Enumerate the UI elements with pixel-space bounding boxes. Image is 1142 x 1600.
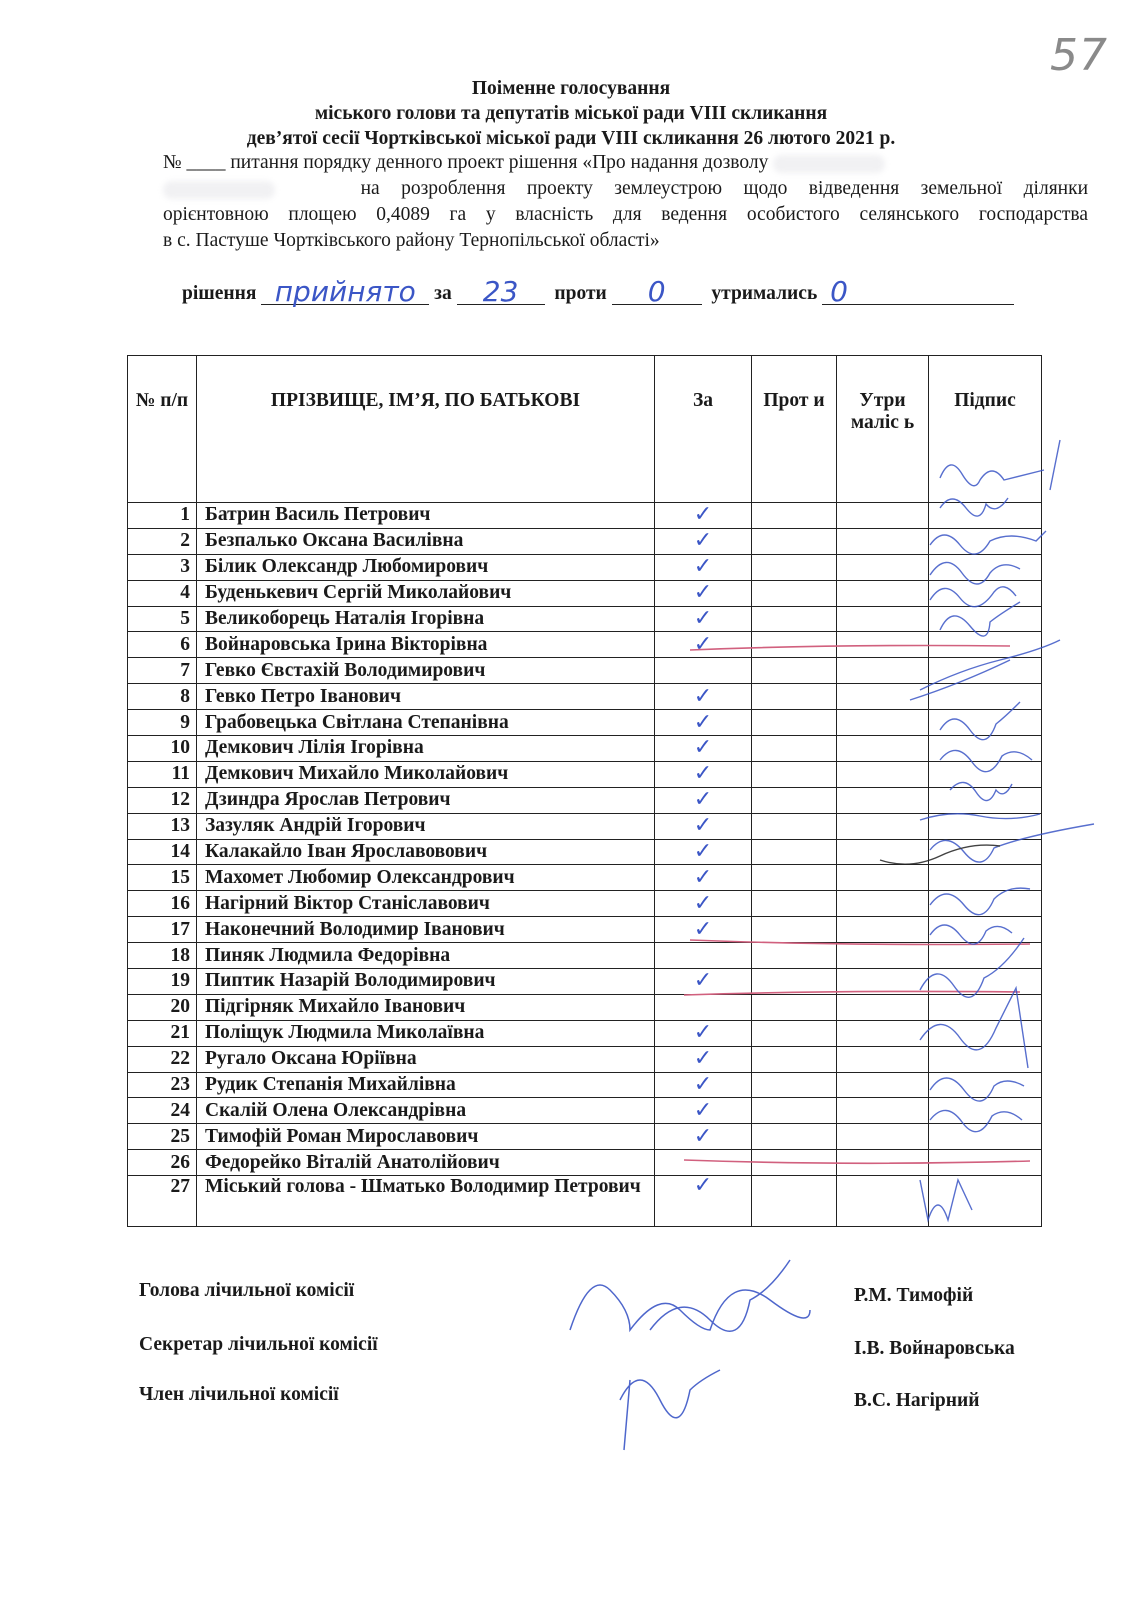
title-line-1: Поіменне голосування [471, 78, 671, 99]
against-label: проти [554, 283, 607, 304]
vote-against-cell [752, 813, 837, 839]
col-for: За [655, 356, 752, 503]
vote-for-cell: ✓ [655, 969, 752, 995]
member-label: Член лічильної комісії [139, 1384, 339, 1405]
vote-for-cell: ✓ [655, 684, 752, 710]
for-field [457, 275, 545, 308]
row-number: 6 [128, 632, 197, 658]
deputy-name: Підгірняк Михайло Іванович [197, 994, 655, 1020]
signature-cell [929, 1176, 1042, 1227]
deputy-name: Наконечний Володимир Іванович [197, 917, 655, 943]
vote-abstained-cell [837, 917, 929, 943]
deputy-name: Батрин Василь Петрович [197, 503, 655, 529]
vote-table [127, 355, 1042, 1227]
vote-for-cell [655, 658, 752, 684]
signature-cell [929, 606, 1042, 632]
row-number: 18 [128, 943, 197, 969]
vote-against-cell [752, 606, 837, 632]
deputy-name: Поліщук Людмила Миколаївна [197, 1020, 655, 1046]
deputy-name: Ругало Оксана Юріївна [197, 1046, 655, 1072]
deputy-name: Федорейко Віталій Анатолійович [197, 1150, 655, 1176]
signature-cell [929, 554, 1042, 580]
vote-against-cell [752, 528, 837, 554]
vote-against-cell [752, 865, 837, 891]
row-number: 12 [128, 787, 197, 813]
row-number: 27 [128, 1176, 197, 1227]
row-number: 8 [128, 684, 197, 710]
vote-against-cell [752, 1176, 837, 1227]
table-row [128, 503, 1042, 529]
col-against: Прот и [752, 356, 837, 503]
vote-abstained-cell [837, 1020, 929, 1046]
decision-label: рішення [182, 283, 257, 304]
deputy-name: Пиптик Назарій Володимирович [197, 969, 655, 995]
signature-cell [929, 813, 1042, 839]
vote-against-cell [752, 891, 837, 917]
against-field [612, 275, 702, 308]
vote-abstained-cell [837, 658, 929, 684]
signature-cell [929, 503, 1042, 529]
row-number: 19 [128, 969, 197, 995]
redacted-name [163, 181, 275, 199]
vote-abstained-cell [837, 1124, 929, 1150]
deputy-name: Демкович Михайло Миколайович [197, 761, 655, 787]
signature-cell [929, 736, 1042, 762]
deputy-name: Зазуляк Андрій Ігорович [197, 813, 655, 839]
vote-for-cell: ✓ [655, 761, 752, 787]
signature-cell [929, 632, 1042, 658]
row-number: 20 [128, 994, 197, 1020]
deputy-name: Безпалько Оксана Василівна [197, 528, 655, 554]
vote-for-cell: ✓ [655, 736, 752, 762]
vote-abstained-cell [837, 632, 929, 658]
row-number: 3 [128, 554, 197, 580]
deputy-name: Махомет Любомир Олександрович [197, 865, 655, 891]
vote-abstained-cell [837, 787, 929, 813]
row-number: 11 [128, 761, 197, 787]
vote-abstained-cell [837, 943, 929, 969]
commission-signatures [570, 1260, 810, 1450]
vote-against-cell [752, 994, 837, 1020]
table-row [128, 684, 1042, 710]
vote-against-cell [752, 736, 837, 762]
table-row [128, 736, 1042, 762]
vote-for-cell: ✓ [655, 528, 752, 554]
secretary-signature [650, 1260, 790, 1331]
vote-for-cell [655, 1150, 752, 1176]
deputy-name: Скалій Олена Олександрівна [197, 1098, 655, 1124]
vote-against-cell [752, 1020, 837, 1046]
signature-cell [929, 1098, 1042, 1124]
table-row [128, 528, 1042, 554]
vote-abstained-cell [837, 1072, 929, 1098]
row-number: 15 [128, 865, 197, 891]
page-number: 57 [1050, 30, 1108, 81]
vote-abstained-cell [837, 865, 929, 891]
for-label: за [434, 283, 452, 304]
vote-against-cell [752, 503, 837, 529]
vote-for-cell: ✓ [655, 710, 752, 736]
member-name: В.С. Нагірний [854, 1390, 980, 1411]
vote-abstained-cell [837, 994, 929, 1020]
row-number: 2 [128, 528, 197, 554]
title-line-2: міського голови та депутатів міської ради VIII скликання [314, 103, 828, 124]
question-line-3: орієнтовною площею 0,4089 га у власність для ведення особистого селянського господарства [163, 204, 1088, 225]
row-number: 13 [128, 813, 197, 839]
vote-against-cell [752, 1098, 837, 1124]
table-row [128, 1046, 1042, 1072]
vote-against-cell [752, 1072, 837, 1098]
table-row [128, 580, 1042, 606]
row-number: 10 [128, 736, 197, 762]
vote-against-cell [752, 1046, 837, 1072]
signature-cell [929, 1150, 1042, 1176]
question-line-4: в с. Пастуше Чортківського району Тернопільської області» [163, 230, 660, 251]
vote-abstained-cell [837, 684, 929, 710]
table-row [128, 787, 1042, 813]
deputy-name: Пиняк Людмила Федорівна [197, 943, 655, 969]
vote-for-cell: ✓ [655, 1020, 752, 1046]
signature-cell [929, 684, 1042, 710]
table-row [128, 1176, 1042, 1227]
vote-for-cell: ✓ [655, 1124, 752, 1150]
signature-cell [929, 917, 1042, 943]
table-row [128, 606, 1042, 632]
abstained-field [822, 275, 1014, 308]
table-row [128, 865, 1042, 891]
vote-abstained-cell [837, 710, 929, 736]
vote-for-cell: ✓ [655, 554, 752, 580]
chair-label: Голова лічильної комісії [139, 1280, 355, 1301]
signature-cell [929, 658, 1042, 684]
table-row [128, 943, 1042, 969]
table-header [128, 356, 1042, 503]
signature-cell [929, 1072, 1042, 1098]
vote-against-cell [752, 839, 837, 865]
vote-for-cell [655, 994, 752, 1020]
vote-abstained-cell [837, 761, 929, 787]
vote-abstained-cell [837, 1150, 929, 1176]
table-row [128, 632, 1042, 658]
vote-for-cell: ✓ [655, 1072, 752, 1098]
vote-against-cell [752, 761, 837, 787]
vote-for-cell: ✓ [655, 865, 752, 891]
vote-against-cell [752, 787, 837, 813]
decision-field [261, 275, 429, 308]
table-row [128, 1098, 1042, 1124]
vote-abstained-cell [837, 554, 929, 580]
deputy-name: Рудик Степанія Михайлівна [197, 1072, 655, 1098]
row-number: 5 [128, 606, 197, 632]
abstained-label: утримались [711, 283, 818, 304]
table-row [128, 710, 1042, 736]
vote-abstained-cell [837, 891, 929, 917]
vote-for-cell: ✓ [655, 891, 752, 917]
row-number: 9 [128, 710, 197, 736]
table-row [128, 1124, 1042, 1150]
signature-cell [929, 1046, 1042, 1072]
vote-abstained-cell [837, 606, 929, 632]
signature-cell [929, 787, 1042, 813]
row-number: 26 [128, 1150, 197, 1176]
question-line-2: на розроблення проекту землеустрою щодо відведення земельної ділянки [163, 176, 1088, 202]
signature-cell [929, 994, 1042, 1020]
abstained-value: 0 [830, 275, 848, 308]
title-line-3: дев’ятої сесії Чортківської міської ради VIII скликання 26 лютого 2021 р. [246, 128, 896, 149]
col-num: № п/п [128, 356, 197, 503]
deputy-name: Великоборець Наталія Ігорівна [197, 606, 655, 632]
vote-abstained-cell [837, 1176, 929, 1227]
row-number: 25 [128, 1124, 197, 1150]
decision-value: прийнято [274, 275, 416, 308]
vote-for-cell: ✓ [655, 503, 752, 529]
signature-cell [929, 710, 1042, 736]
row-number: 24 [128, 1098, 197, 1124]
deputy-name: Грабовецька Світлана Степанівна [197, 710, 655, 736]
question-line-1: № ____ питання порядку денного проект рішення «Про надання дозволу [163, 150, 1088, 176]
row-number: 14 [128, 839, 197, 865]
vote-abstained-cell [837, 969, 929, 995]
vote-abstained-cell [837, 1098, 929, 1124]
vote-against-cell [752, 969, 837, 995]
vote-against-cell [752, 580, 837, 606]
signature-cell [929, 580, 1042, 606]
deputy-name: Калакайло Іван Ярославовович [197, 839, 655, 865]
redacted-name [773, 155, 885, 173]
table-row [128, 969, 1042, 995]
table-row [128, 891, 1042, 917]
signature-cell [929, 839, 1042, 865]
vote-against-cell [752, 710, 837, 736]
vote-for-cell [655, 943, 752, 969]
vote-against-cell [752, 1150, 837, 1176]
vote-abstained-cell [837, 736, 929, 762]
vote-for-cell: ✓ [655, 813, 752, 839]
row-number: 7 [128, 658, 197, 684]
row-number: 21 [128, 1020, 197, 1046]
vote-against-cell [752, 658, 837, 684]
table-row [128, 1020, 1042, 1046]
table-row [128, 917, 1042, 943]
signature-cell [929, 891, 1042, 917]
against-value: 0 [647, 275, 666, 308]
secretary-label: Секретар лічильної комісії [139, 1334, 378, 1355]
signature-cell [929, 761, 1042, 787]
deputy-name: Гевко Петро Іванович [197, 684, 655, 710]
deputy-name: Дзиндра Ярослав Петрович [197, 787, 655, 813]
vote-for-cell: ✓ [655, 1046, 752, 1072]
col-name: ПРІЗВИЩЕ, ІМ’Я, ПО БАТЬКОВІ [197, 356, 655, 503]
signature-cell [929, 943, 1042, 969]
vote-against-cell [752, 943, 837, 969]
vote-abstained-cell [837, 528, 929, 554]
table-row [128, 761, 1042, 787]
row-number: 1 [128, 503, 197, 529]
signature-cell [929, 865, 1042, 891]
vote-for-cell: ✓ [655, 839, 752, 865]
signature-cell [929, 969, 1042, 995]
vote-for-cell: ✓ [655, 606, 752, 632]
vote-against-cell [752, 917, 837, 943]
secretary-name: І.В. Войнаровська [854, 1338, 1015, 1359]
row-number: 4 [128, 580, 197, 606]
vote-abstained-cell [837, 813, 929, 839]
vote-against-cell [752, 554, 837, 580]
row-number: 22 [128, 1046, 197, 1072]
vote-abstained-cell [837, 839, 929, 865]
signature-cell [929, 1124, 1042, 1150]
col-abstained: Утри маліс ь [837, 356, 929, 503]
vote-abstained-cell [837, 503, 929, 529]
member-signature [620, 1370, 720, 1450]
col-signature: Підпис [929, 356, 1042, 503]
table-row [128, 839, 1042, 865]
deputy-name: Міський голова - Шматько Володимир Петрович [197, 1176, 655, 1227]
chair-signature [570, 1285, 810, 1330]
vote-for-cell: ✓ [655, 1176, 752, 1227]
signature-cell [929, 528, 1042, 554]
deputy-name: Демкович Лілія Ігорівна [197, 736, 655, 762]
vote-against-cell [752, 1124, 837, 1150]
question-text [163, 150, 1088, 254]
vote-against-cell [752, 632, 837, 658]
vote-for-cell: ✓ [655, 632, 752, 658]
vote-against-cell [752, 684, 837, 710]
table-row [128, 1072, 1042, 1098]
table-row [128, 658, 1042, 684]
deputy-name: Нагірний Віктор Станіславович [197, 891, 655, 917]
row-number: 17 [128, 917, 197, 943]
chair-name: Р.М. Тимофій [854, 1285, 974, 1306]
row-number: 23 [128, 1072, 197, 1098]
table-row [128, 1150, 1042, 1176]
deputy-name: Буденькевич Сергій Миколайович [197, 580, 655, 606]
row-number: 16 [128, 891, 197, 917]
vote-abstained-cell [837, 580, 929, 606]
signature-cell [929, 1020, 1042, 1046]
for-value: 23 [482, 275, 519, 308]
vote-for-cell: ✓ [655, 580, 752, 606]
deputy-name: Білик Олександр Любомирович [197, 554, 655, 580]
table-row [128, 994, 1042, 1020]
deputy-name: Гевко Євстахій Володимирович [197, 658, 655, 684]
table-row [128, 554, 1042, 580]
table-row [128, 813, 1042, 839]
vote-for-cell: ✓ [655, 917, 752, 943]
vote-for-cell: ✓ [655, 1098, 752, 1124]
vote-for-cell: ✓ [655, 787, 752, 813]
deputy-name: Тимофій Роман Мирославович [197, 1124, 655, 1150]
vote-abstained-cell [837, 1046, 929, 1072]
decision-line [182, 275, 1014, 308]
deputy-name: Войнаровська Ірина Вікторівна [197, 632, 655, 658]
